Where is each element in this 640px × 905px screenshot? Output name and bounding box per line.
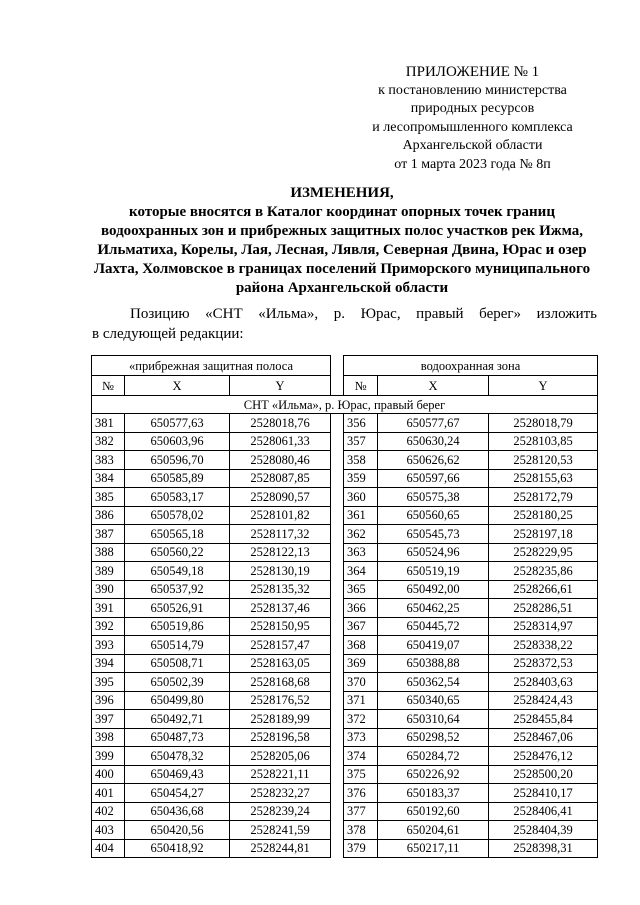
cell-protective-strip-number: 389 xyxy=(92,562,125,581)
table-row xyxy=(92,580,598,599)
cell-water-zone-x: 650445,72 xyxy=(378,617,489,636)
table-gap-cell xyxy=(331,356,344,376)
cell-water-zone-y: 2528103,85 xyxy=(489,432,598,451)
table-row xyxy=(92,654,598,673)
cell-water-zone-x: 650217,11 xyxy=(378,839,489,858)
cell-water-zone-y: 2528406,41 xyxy=(489,802,598,821)
cell-water-zone-y: 2528455,84 xyxy=(489,710,598,729)
cell-protective-strip-number: 391 xyxy=(92,599,125,618)
cell-protective-strip-y: 2528168,68 xyxy=(230,673,331,692)
table-row xyxy=(92,747,598,766)
cell-water-zone-number: 367 xyxy=(344,617,378,636)
cell-water-zone-y: 2528229,95 xyxy=(489,543,598,562)
coordinates-table xyxy=(91,355,598,858)
table-gap-cell xyxy=(331,747,344,766)
table-gap-cell xyxy=(331,617,344,636)
title-line: водоохранных зон и прибрежных защитных полос участков рек Ижма, xyxy=(101,223,583,239)
cell-protective-strip-number: 402 xyxy=(92,802,125,821)
cell-water-zone-number: 373 xyxy=(344,728,378,747)
cell-protective-strip-y: 2528189,99 xyxy=(230,710,331,729)
cell-water-zone-x: 650577,67 xyxy=(378,414,489,433)
cell-water-zone-number: 378 xyxy=(344,821,378,840)
cell-water-zone-y: 2528424,43 xyxy=(489,691,598,710)
table-gap-cell xyxy=(331,839,344,858)
cell-protective-strip-y: 2528221,11 xyxy=(230,765,331,784)
table-gap-cell xyxy=(331,469,344,488)
cell-protective-strip-y: 2528135,32 xyxy=(230,580,331,599)
cell-water-zone-x: 650362,54 xyxy=(378,673,489,692)
table-gap-cell xyxy=(331,580,344,599)
cell-water-zone-x: 650545,73 xyxy=(378,525,489,544)
cell-water-zone-number: 356 xyxy=(344,414,378,433)
group-header-protective-strip: «прибрежная защитная полоса xyxy=(92,356,331,376)
column-header-x: X xyxy=(378,376,489,396)
cell-water-zone-x: 650340,65 xyxy=(378,691,489,710)
cell-protective-strip-number: 392 xyxy=(92,617,125,636)
table-row xyxy=(92,821,598,840)
appendix-line: к постановлению министерства xyxy=(378,82,567,98)
table-column-header-row xyxy=(92,376,598,396)
cell-water-zone-y: 2528398,31 xyxy=(489,839,598,858)
column-header-number: № xyxy=(92,376,125,396)
cell-protective-strip-x: 650537,92 xyxy=(125,580,230,599)
cell-protective-strip-x: 650603,96 xyxy=(125,432,230,451)
cell-water-zone-y: 2528155,63 xyxy=(489,469,598,488)
cell-protective-strip-x: 650502,39 xyxy=(125,673,230,692)
cell-protective-strip-x: 650436,68 xyxy=(125,802,230,821)
cell-water-zone-number: 366 xyxy=(344,599,378,618)
cell-water-zone-number: 369 xyxy=(344,654,378,673)
document-title xyxy=(80,184,604,298)
cell-protective-strip-y: 2528117,32 xyxy=(230,525,331,544)
cell-water-zone-y: 2528500,20 xyxy=(489,765,598,784)
table-row xyxy=(92,525,598,544)
table-gap-cell xyxy=(331,506,344,525)
cell-protective-strip-number: 400 xyxy=(92,765,125,784)
table-row xyxy=(92,543,598,562)
table-row xyxy=(92,451,598,470)
cell-water-zone-x: 650419,07 xyxy=(378,636,489,655)
cell-protective-strip-number: 387 xyxy=(92,525,125,544)
table-row xyxy=(92,784,598,803)
table-row xyxy=(92,414,598,433)
cell-protective-strip-x: 650492,71 xyxy=(125,710,230,729)
cell-protective-strip-number: 398 xyxy=(92,728,125,747)
cell-protective-strip-x: 650596,70 xyxy=(125,451,230,470)
cell-water-zone-x: 650524,96 xyxy=(378,543,489,562)
cell-water-zone-number: 372 xyxy=(344,710,378,729)
table-gap-cell xyxy=(331,710,344,729)
appendix-line: и лесопромышленного комплекса xyxy=(372,119,573,135)
appendix-block xyxy=(340,63,605,175)
table-gap-cell xyxy=(331,451,344,470)
table-row xyxy=(92,469,598,488)
cell-water-zone-y: 2528410,17 xyxy=(489,784,598,803)
table-gap-cell xyxy=(331,488,344,507)
cell-water-zone-number: 360 xyxy=(344,488,378,507)
table-gap-cell xyxy=(331,432,344,451)
cell-water-zone-x: 650388,88 xyxy=(378,654,489,673)
cell-water-zone-y: 2528120,53 xyxy=(489,451,598,470)
appendix-line: от 1 марта 2023 года № 8п xyxy=(394,156,551,172)
table-gap-cell xyxy=(331,765,344,784)
table-caption: СНТ «Ильма», р. Юрас, правый берег xyxy=(92,396,598,414)
cell-protective-strip-y: 2528163,05 xyxy=(230,654,331,673)
table-row xyxy=(92,839,598,858)
cell-water-zone-number: 376 xyxy=(344,784,378,803)
cell-water-zone-y: 2528476,12 xyxy=(489,747,598,766)
cell-protective-strip-number: 401 xyxy=(92,784,125,803)
cell-water-zone-x: 650298,52 xyxy=(378,728,489,747)
cell-water-zone-x: 650284,72 xyxy=(378,747,489,766)
table-row xyxy=(92,636,598,655)
title-line: Ильматиха, Корелы, Лая, Лесная, Лявля, Северная Двина, Юрас и озер xyxy=(97,242,587,258)
cell-water-zone-number: 364 xyxy=(344,562,378,581)
table-gap-cell xyxy=(331,728,344,747)
cell-protective-strip-number: 382 xyxy=(92,432,125,451)
table-gap-cell xyxy=(331,562,344,581)
cell-water-zone-number: 365 xyxy=(344,580,378,599)
cell-protective-strip-y: 2528061,33 xyxy=(230,432,331,451)
title-heading: ИЗМЕНЕНИЯ, xyxy=(290,185,394,201)
cell-protective-strip-y: 2528018,76 xyxy=(230,414,331,433)
cell-water-zone-x: 650226,92 xyxy=(378,765,489,784)
cell-water-zone-y: 2528266,61 xyxy=(489,580,598,599)
cell-water-zone-y: 2528286,51 xyxy=(489,599,598,618)
cell-water-zone-number: 358 xyxy=(344,451,378,470)
table-row xyxy=(92,617,598,636)
table-row xyxy=(92,765,598,784)
cell-water-zone-y: 2528404,39 xyxy=(489,821,598,840)
cell-water-zone-y: 2528172,79 xyxy=(489,488,598,507)
cell-protective-strip-y: 2528176,52 xyxy=(230,691,331,710)
cell-water-zone-number: 379 xyxy=(344,839,378,858)
cell-protective-strip-y: 2528239,24 xyxy=(230,802,331,821)
cell-water-zone-y: 2528180,25 xyxy=(489,506,598,525)
table-row xyxy=(92,599,598,618)
table-gap-cell xyxy=(331,784,344,803)
cell-protective-strip-y: 2528232,27 xyxy=(230,784,331,803)
table-gap-cell xyxy=(331,673,344,692)
cell-protective-strip-x: 650420,56 xyxy=(125,821,230,840)
cell-water-zone-number: 362 xyxy=(344,525,378,544)
cell-protective-strip-y: 2528241,59 xyxy=(230,821,331,840)
cell-water-zone-x: 650310,64 xyxy=(378,710,489,729)
table-gap-cell xyxy=(331,376,344,396)
cell-water-zone-number: 368 xyxy=(344,636,378,655)
cell-protective-strip-x: 650418,92 xyxy=(125,839,230,858)
table-gap-cell xyxy=(331,636,344,655)
cell-protective-strip-y: 2528101,82 xyxy=(230,506,331,525)
cell-protective-strip-y: 2528087,85 xyxy=(230,469,331,488)
table-row xyxy=(92,488,598,507)
cell-protective-strip-number: 393 xyxy=(92,636,125,655)
cell-protective-strip-x: 650499,80 xyxy=(125,691,230,710)
cell-water-zone-x: 650575,38 xyxy=(378,488,489,507)
cell-protective-strip-number: 394 xyxy=(92,654,125,673)
table-gap-cell xyxy=(331,414,344,433)
cell-protective-strip-number: 395 xyxy=(92,673,125,692)
cell-protective-strip-x: 650469,43 xyxy=(125,765,230,784)
column-header-y: Y xyxy=(489,376,598,396)
cell-water-zone-x: 650560,65 xyxy=(378,506,489,525)
column-header-y: Y xyxy=(230,376,331,396)
table-row xyxy=(92,691,598,710)
title-line: которые вносятся в Каталог координат опорных точек границ xyxy=(129,204,555,220)
cell-water-zone-y: 2528403,63 xyxy=(489,673,598,692)
column-header-x: X xyxy=(125,376,230,396)
table-group-header-row xyxy=(92,356,598,376)
cell-protective-strip-number: 397 xyxy=(92,710,125,729)
cell-protective-strip-x: 650577,63 xyxy=(125,414,230,433)
cell-protective-strip-y: 2528150,95 xyxy=(230,617,331,636)
table-gap-cell xyxy=(331,802,344,821)
table-gap-cell xyxy=(331,543,344,562)
appendix-heading: ПРИЛОЖЕНИЕ № 1 xyxy=(405,64,540,80)
cell-protective-strip-number: 388 xyxy=(92,543,125,562)
cell-protective-strip-number: 396 xyxy=(92,691,125,710)
cell-water-zone-y: 2528197,18 xyxy=(489,525,598,544)
intro-line-1: Позицию «СНТ «Ильма», р. Юрас, правый берег» изложить xyxy=(130,306,597,322)
cell-water-zone-y: 2528372,53 xyxy=(489,654,598,673)
cell-protective-strip-number: 404 xyxy=(92,839,125,858)
cell-water-zone-x: 650630,24 xyxy=(378,432,489,451)
cell-water-zone-x: 650204,61 xyxy=(378,821,489,840)
cell-protective-strip-number: 390 xyxy=(92,580,125,599)
cell-protective-strip-y: 2528090,57 xyxy=(230,488,331,507)
cell-protective-strip-x: 650549,18 xyxy=(125,562,230,581)
cell-protective-strip-number: 403 xyxy=(92,821,125,840)
title-line: района Архангельской области xyxy=(235,280,449,296)
cell-protective-strip-number: 399 xyxy=(92,747,125,766)
cell-water-zone-x: 650519,19 xyxy=(378,562,489,581)
cell-protective-strip-y: 2528157,47 xyxy=(230,636,331,655)
table-row xyxy=(92,562,598,581)
cell-protective-strip-x: 650585,89 xyxy=(125,469,230,488)
cell-water-zone-number: 375 xyxy=(344,765,378,784)
cell-protective-strip-y: 2528122,13 xyxy=(230,543,331,562)
table-gap-cell xyxy=(331,654,344,673)
cell-protective-strip-number: 385 xyxy=(92,488,125,507)
cell-protective-strip-number: 384 xyxy=(92,469,125,488)
appendix-line: природных ресурсов xyxy=(410,101,535,117)
cell-water-zone-number: 377 xyxy=(344,802,378,821)
cell-protective-strip-x: 650508,71 xyxy=(125,654,230,673)
cell-water-zone-y: 2528338,22 xyxy=(489,636,598,655)
cell-protective-strip-x: 650514,79 xyxy=(125,636,230,655)
cell-water-zone-y: 2528314,97 xyxy=(489,617,598,636)
cell-water-zone-y: 2528018,79 xyxy=(489,414,598,433)
title-line: Лахта, Холмовское в границах поселений Приморского муниципального xyxy=(93,261,591,277)
cell-water-zone-number: 357 xyxy=(344,432,378,451)
cell-water-zone-x: 650462,25 xyxy=(378,599,489,618)
cell-protective-strip-y: 2528205,06 xyxy=(230,747,331,766)
cell-protective-strip-x: 650454,27 xyxy=(125,784,230,803)
cell-protective-strip-x: 650560,22 xyxy=(125,543,230,562)
table-gap-cell xyxy=(331,599,344,618)
cell-water-zone-x: 650626,62 xyxy=(378,451,489,470)
cell-water-zone-number: 370 xyxy=(344,673,378,692)
table-row xyxy=(92,710,598,729)
table-caption-row xyxy=(92,396,598,414)
cell-protective-strip-number: 381 xyxy=(92,414,125,433)
group-header-water-protection-zone: водоохранная зона xyxy=(344,356,598,376)
table-row xyxy=(92,506,598,525)
cell-water-zone-number: 371 xyxy=(344,691,378,710)
table-row xyxy=(92,728,598,747)
cell-protective-strip-x: 650578,02 xyxy=(125,506,230,525)
table-gap-cell xyxy=(331,821,344,840)
table-row xyxy=(92,673,598,692)
cell-water-zone-number: 361 xyxy=(344,506,378,525)
cell-protective-strip-x: 650519,86 xyxy=(125,617,230,636)
cell-protective-strip-y: 2528080,46 xyxy=(230,451,331,470)
cell-protective-strip-number: 386 xyxy=(92,506,125,525)
table-row xyxy=(92,432,598,451)
cell-water-zone-y: 2528467,06 xyxy=(489,728,598,747)
cell-protective-strip-x: 650487,73 xyxy=(125,728,230,747)
intro-paragraph xyxy=(92,304,597,344)
cell-protective-strip-x: 650526,91 xyxy=(125,599,230,618)
cell-water-zone-x: 650597,66 xyxy=(378,469,489,488)
cell-protective-strip-x: 650478,32 xyxy=(125,747,230,766)
cell-water-zone-x: 650492,00 xyxy=(378,580,489,599)
intro-line-2: в следующей редакции: xyxy=(92,326,244,342)
column-header-number: № xyxy=(344,376,378,396)
cell-water-zone-number: 359 xyxy=(344,469,378,488)
appendix-line: Архангельской области xyxy=(402,138,543,154)
table-gap-cell xyxy=(331,525,344,544)
cell-protective-strip-y: 2528244,81 xyxy=(230,839,331,858)
cell-protective-strip-y: 2528196,58 xyxy=(230,728,331,747)
cell-water-zone-number: 374 xyxy=(344,747,378,766)
table-gap-cell xyxy=(331,691,344,710)
cell-water-zone-y: 2528235,86 xyxy=(489,562,598,581)
cell-water-zone-x: 650183,37 xyxy=(378,784,489,803)
table-row xyxy=(92,802,598,821)
cell-protective-strip-x: 650565,18 xyxy=(125,525,230,544)
cell-water-zone-x: 650192,60 xyxy=(378,802,489,821)
cell-water-zone-number: 363 xyxy=(344,543,378,562)
cell-protective-strip-y: 2528130,19 xyxy=(230,562,331,581)
cell-protective-strip-number: 383 xyxy=(92,451,125,470)
cell-protective-strip-y: 2528137,46 xyxy=(230,599,331,618)
cell-protective-strip-x: 650583,17 xyxy=(125,488,230,507)
